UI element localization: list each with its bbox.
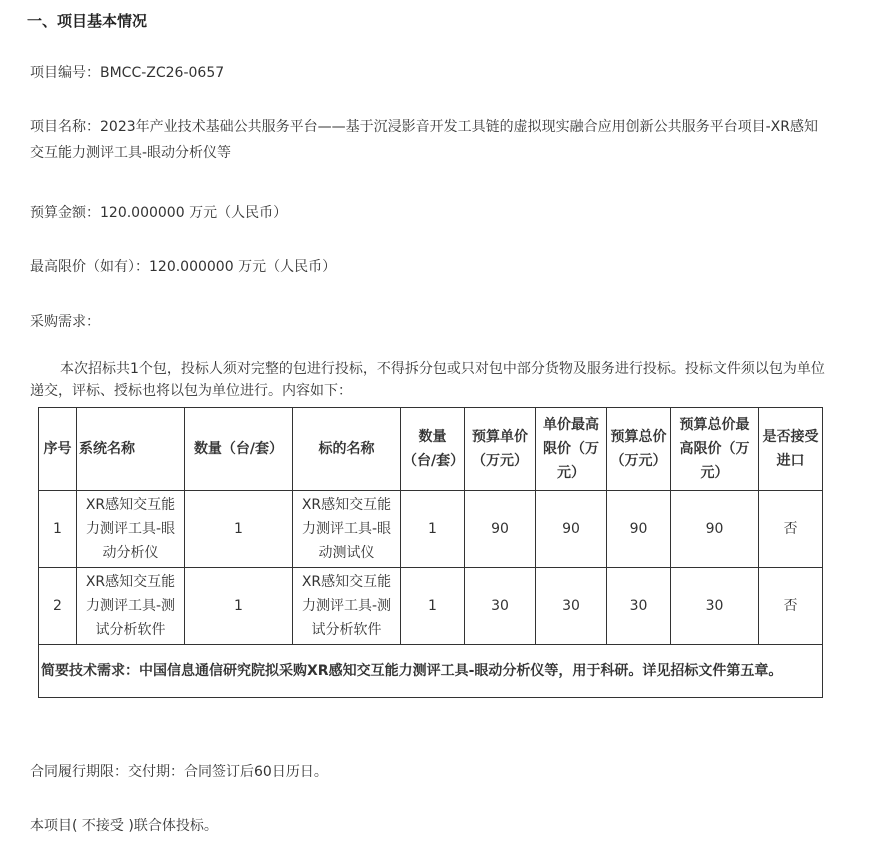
project-number: 项目编号：BMCC-ZC26-0657 bbox=[30, 65, 225, 81]
table-header-row bbox=[39, 408, 823, 491]
header-system: 系统名称 bbox=[77, 408, 185, 491]
cell-total-budget: 30 bbox=[607, 568, 671, 645]
header-item: 标的名称 bbox=[293, 408, 401, 491]
cell-total-max: 90 bbox=[671, 491, 759, 568]
section-title: 一、项目基本情况 bbox=[27, 12, 148, 30]
header-total-max: 预算总价最高限价（万元） bbox=[671, 408, 759, 491]
table-row bbox=[39, 491, 823, 568]
cell-seq: 1 bbox=[39, 491, 77, 568]
cell-total-max: 30 bbox=[671, 568, 759, 645]
cell-import: 否 bbox=[759, 491, 823, 568]
cell-unit-max: 30 bbox=[536, 568, 607, 645]
cell-system: XR感知交互能力测评工具-测试分析软件 bbox=[77, 568, 185, 645]
cell-seq: 2 bbox=[39, 568, 77, 645]
cell-qty2: 1 bbox=[401, 568, 465, 645]
header-unit-budget: 预算单价（万元） bbox=[465, 408, 536, 491]
procurement-table bbox=[38, 407, 823, 698]
header-import: 是否接受进口 bbox=[759, 408, 823, 491]
header-total-budget: 预算总价（万元） bbox=[607, 408, 671, 491]
cell-unit-budget: 90 bbox=[465, 491, 536, 568]
project-name: 项目名称：2023年产业技术基础公共服务平台——基于沉浸影音开发工具链的虚拟现实融合应用创新公共服务平台项目-XR感知交互能力测评工具-眼动分析仪等 bbox=[30, 119, 818, 161]
cell-system: XR感知交互能力测评工具-眼动分析仪 bbox=[77, 491, 185, 568]
cell-item: XR感知交互能力测评工具-眼动测试仪 bbox=[293, 491, 401, 568]
cell-item: XR感知交互能力测评工具-测试分析软件 bbox=[293, 568, 401, 645]
max-price: 最高限价（如有）：120.000000 万元（人民币） bbox=[30, 259, 337, 275]
technical-requirement-summary: 简要技术需求：中国信息通信研究院拟采购XR感知交互能力测评工具-眼动分析仪等，用于科研。详见招标文件第五章。 bbox=[39, 645, 823, 698]
requirement-label: 采购需求： bbox=[30, 314, 100, 330]
cell-import: 否 bbox=[759, 568, 823, 645]
cell-unit-max: 90 bbox=[536, 491, 607, 568]
table-summary-row bbox=[39, 645, 823, 698]
header-seq: 序号 bbox=[39, 408, 77, 491]
header-qty2: 数量（台/套） bbox=[401, 408, 465, 491]
table-row bbox=[39, 568, 823, 645]
cell-unit-budget: 30 bbox=[465, 568, 536, 645]
cell-qty1: 1 bbox=[185, 568, 293, 645]
intro-paragraph: 本次招标共1个包，投标人须对完整的包进行投标，不得拆分包或只对包中部分货物及服务进行投标。投标文件须以包为单位递交，评标、授标也将以包为单位进行。内容如下： bbox=[30, 361, 825, 399]
cell-qty2: 1 bbox=[401, 491, 465, 568]
header-unit-max: 单价最高限价（万元） bbox=[536, 408, 607, 491]
header-qty1: 数量（台/套） bbox=[185, 408, 293, 491]
cell-qty1: 1 bbox=[185, 491, 293, 568]
budget-amount: 预算金额：120.000000 万元（人民币） bbox=[30, 205, 288, 221]
joint-bid-statement: 本项目( 不接受 )联合体投标。 bbox=[30, 818, 218, 834]
cell-total-budget: 90 bbox=[607, 491, 671, 568]
contract-period: 合同履行期限：交付期：合同签订后60日历日。 bbox=[30, 764, 328, 780]
